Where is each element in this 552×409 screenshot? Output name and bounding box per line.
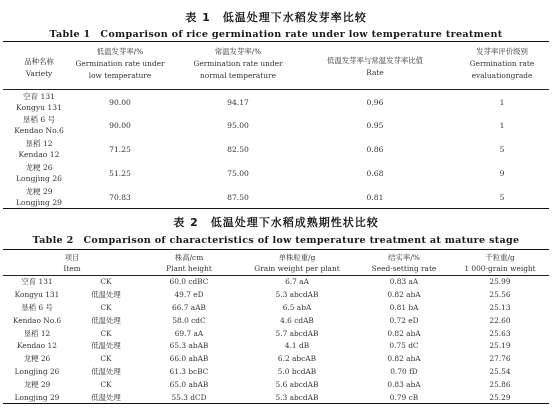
ratio-cell: 0.68 bbox=[366, 169, 384, 178]
header-line: 品种名称 bbox=[24, 57, 54, 66]
thousand-grain-cell: 25.54 bbox=[489, 367, 511, 377]
plant-height-cell: 66.7 aAB bbox=[172, 302, 206, 312]
table2-caption-en: Table 2 Comparison of characteristics of low temperature treatment at mature stage bbox=[32, 235, 520, 246]
plant-height-cell: 69.7 aA bbox=[174, 328, 204, 338]
header-line: low temperature bbox=[88, 71, 152, 80]
seed-setting-cell: 0.82 abA bbox=[387, 289, 421, 299]
low-rate-cell: 90.00 bbox=[109, 121, 131, 130]
grain-weight-cell: 6.5 abA bbox=[282, 302, 312, 312]
low-rate-cell: 90.00 bbox=[109, 98, 131, 107]
seed-setting-cell: 0.75 dC bbox=[389, 341, 419, 351]
header-line: Germination rate under bbox=[193, 59, 283, 68]
header-line: Germination rate bbox=[469, 59, 535, 68]
seed-setting-cell: 0.82 abA bbox=[387, 354, 421, 364]
header-line: 低温发芽率/% bbox=[96, 47, 144, 56]
table-row bbox=[3, 391, 549, 404]
thousand-grain-cell: 25.56 bbox=[489, 289, 511, 299]
table1-header-low bbox=[60, 46, 180, 82]
plant-height-cell: 66.0 abAB bbox=[169, 354, 209, 364]
table1-caption-en: Table 1 Comparison of rice germination rate under low temperature treatment bbox=[49, 29, 503, 40]
table1-caption-cn: 表 1 低温处理下水稻发芽率比较 bbox=[185, 11, 367, 24]
table2-caption-cn: 表 2 低温处理下水稻成熟期性状比较 bbox=[173, 216, 379, 229]
treatment-cell: CK bbox=[100, 302, 112, 312]
table2-header-en-row bbox=[3, 263, 549, 275]
grain-weight-cell: 5.7 abcdAB bbox=[275, 328, 319, 338]
variety-en: Kongyu 131 bbox=[16, 103, 62, 112]
table1-bottom-rule bbox=[3, 208, 549, 209]
variety-cell: Kendao No.6 bbox=[12, 315, 62, 325]
table-row bbox=[3, 365, 549, 378]
plant-height-cell: 55.3 dCD bbox=[171, 392, 207, 402]
ratio-cell: 0.96 bbox=[366, 98, 384, 107]
plant-height-cell: 65.3 abAB bbox=[169, 341, 209, 351]
treatment-cell: 低温处理 bbox=[91, 289, 121, 299]
header-thousand-grain-en: 1 000-grain weight bbox=[464, 264, 536, 274]
treatment-cell: 低温处理 bbox=[91, 341, 121, 351]
variety-cell: 垦稻 12 bbox=[23, 328, 51, 338]
variety-cn: 垦稻 6 号 bbox=[22, 115, 56, 124]
plant-height-cell: 65.0 abAB bbox=[169, 380, 209, 390]
treatment-cell: CK bbox=[100, 354, 112, 364]
variety-cell: Longjing 26 bbox=[14, 367, 60, 377]
header-plant-height-en: Plant height bbox=[166, 264, 212, 274]
table1-header-rule bbox=[3, 89, 549, 90]
thousand-grain-cell: 25.29 bbox=[489, 392, 511, 402]
table-row bbox=[3, 327, 549, 340]
header-grain-weight: 单株粒重/g bbox=[278, 252, 316, 262]
table2-header-cn-row bbox=[3, 251, 549, 263]
grain-weight-cell: 4.1 dB bbox=[284, 341, 310, 351]
header-grain-weight-en: Grain weight per plant bbox=[254, 264, 340, 274]
header-line: Variety bbox=[25, 69, 53, 78]
thousand-grain-cell: 22.60 bbox=[489, 315, 511, 325]
variety-cell: 垦稻 6 号 bbox=[21, 302, 53, 312]
header-line: 低温发芽率与常温发芽率比值 bbox=[326, 56, 424, 65]
table1-header-normal bbox=[178, 46, 298, 82]
grain-weight-cell: 5.0 bcdAB bbox=[277, 367, 317, 377]
variety-cell: 龙粳 29 bbox=[23, 380, 51, 390]
seed-setting-cell: 0.83 abA bbox=[387, 380, 421, 390]
table1-header-grade bbox=[455, 46, 549, 82]
header-thousand-grain: 千粒重/g bbox=[485, 252, 515, 262]
header-seed-setting-en: Seed-setting rate bbox=[371, 264, 437, 274]
table1-top-rule bbox=[3, 41, 549, 42]
seed-setting-cell: 0.79 cB bbox=[389, 392, 419, 402]
seed-setting-cell: 0.83 aA bbox=[389, 277, 419, 287]
variety-cell: Kendao 12 bbox=[17, 341, 57, 351]
variety-cn: 龙粳 29 bbox=[25, 187, 53, 196]
grade-cell: 1 bbox=[499, 121, 505, 130]
grain-weight-cell: 5.3 abcdAB bbox=[275, 289, 319, 299]
normal-rate-cell: 94.17 bbox=[227, 98, 249, 107]
grain-weight-cell: 5.3 abcdAB bbox=[275, 392, 319, 402]
grade-cell: 9 bbox=[499, 169, 505, 178]
thousand-grain-cell: 25.63 bbox=[489, 328, 511, 338]
normal-rate-cell: 95.00 bbox=[227, 121, 249, 130]
header-plant-height: 株高/cm bbox=[174, 252, 204, 262]
seed-setting-cell: 0.82 abA bbox=[387, 328, 421, 338]
thousand-grain-cell: 25.99 bbox=[489, 277, 511, 287]
header-line: evaluationgrade bbox=[471, 71, 533, 80]
table-row bbox=[3, 339, 549, 352]
variety-en: Longjing 29 bbox=[16, 198, 62, 207]
normal-rate-cell: 75.00 bbox=[227, 169, 249, 178]
thousand-grain-cell: 25.19 bbox=[489, 341, 511, 351]
grain-weight-cell: 5.6 abcdAB bbox=[275, 380, 319, 390]
header-item-en: Item bbox=[63, 264, 81, 274]
grade-cell: 5 bbox=[499, 145, 505, 154]
table-row bbox=[3, 301, 549, 314]
thousand-grain-cell: 25.86 bbox=[489, 380, 511, 390]
treatment-cell: 低温处理 bbox=[91, 315, 121, 325]
thousand-grain-cell: 25.13 bbox=[489, 302, 511, 312]
treatment-cell: CK bbox=[100, 380, 112, 390]
table-row bbox=[3, 352, 549, 365]
variety-cn: 龙粳 26 bbox=[25, 163, 53, 172]
low-rate-cell: 70.83 bbox=[109, 193, 131, 202]
variety-cell: 龙粳 26 bbox=[23, 354, 51, 364]
header-item: 项目 bbox=[64, 252, 80, 262]
variety-cn: 垦稻 12 bbox=[25, 139, 53, 148]
grade-cell: 5 bbox=[499, 193, 505, 202]
table-row bbox=[3, 314, 549, 327]
plant-height-cell: 49.7 eD bbox=[174, 289, 204, 299]
ratio-cell: 0.86 bbox=[366, 145, 384, 154]
header-line: 常温发芽率/% bbox=[214, 47, 262, 56]
variety-cell: Kongyu 131 bbox=[14, 289, 60, 299]
treatment-cell: CK bbox=[100, 328, 112, 338]
plant-height-cell: 61.3 bcBC bbox=[169, 367, 209, 377]
plant-height-cell: 58.0 cdC bbox=[172, 315, 206, 325]
table2-top-rule bbox=[3, 249, 549, 250]
variety-en: Longjing 26 bbox=[16, 174, 62, 183]
table-row bbox=[3, 288, 549, 301]
ratio-cell: 0.95 bbox=[366, 121, 384, 130]
ratio-cell: 0.81 bbox=[366, 193, 384, 202]
table2 bbox=[3, 251, 549, 404]
header-line: normal temperature bbox=[200, 71, 276, 80]
header-line: Germination rate under bbox=[75, 59, 165, 68]
seed-setting-cell: 0.70 fD bbox=[390, 367, 418, 377]
low-rate-cell: 71.25 bbox=[109, 145, 131, 154]
table-row bbox=[3, 275, 549, 288]
variety-en: Kendao 12 bbox=[18, 150, 60, 159]
low-rate-cell: 51.25 bbox=[109, 169, 131, 178]
variety-cn: 空育 131 bbox=[22, 92, 56, 101]
header-seed-setting: 结实率/% bbox=[388, 252, 420, 262]
variety-cell: Longjing 29 bbox=[14, 392, 60, 402]
treatment-cell: 低温处理 bbox=[91, 392, 121, 402]
normal-rate-cell: 82.50 bbox=[227, 145, 249, 154]
variety-cell: 空育 131 bbox=[21, 277, 53, 287]
header-line: 发芽率评价级别 bbox=[476, 47, 528, 56]
thousand-grain-cell: 27.76 bbox=[489, 354, 511, 364]
plant-height-cell: 60.0 cdBC bbox=[169, 277, 209, 287]
grain-weight-cell: 4.6 cdAB bbox=[280, 315, 314, 325]
normal-rate-cell: 87.50 bbox=[227, 193, 249, 202]
treatment-cell: 低温处理 bbox=[91, 367, 121, 377]
grade-cell: 1 bbox=[499, 98, 505, 107]
table-row bbox=[3, 378, 549, 391]
header-line: Rate bbox=[366, 68, 384, 77]
variety-en: Kendao No.6 bbox=[14, 126, 64, 135]
table1-header-ratio bbox=[295, 55, 455, 79]
seed-setting-cell: 0.72 eD bbox=[389, 315, 419, 325]
grain-weight-cell: 6.2 abcAB bbox=[277, 354, 317, 364]
grain-weight-cell: 6.7 aA bbox=[285, 277, 309, 287]
seed-setting-cell: 0.81 bA bbox=[389, 302, 419, 312]
treatment-cell: CK bbox=[100, 277, 112, 287]
